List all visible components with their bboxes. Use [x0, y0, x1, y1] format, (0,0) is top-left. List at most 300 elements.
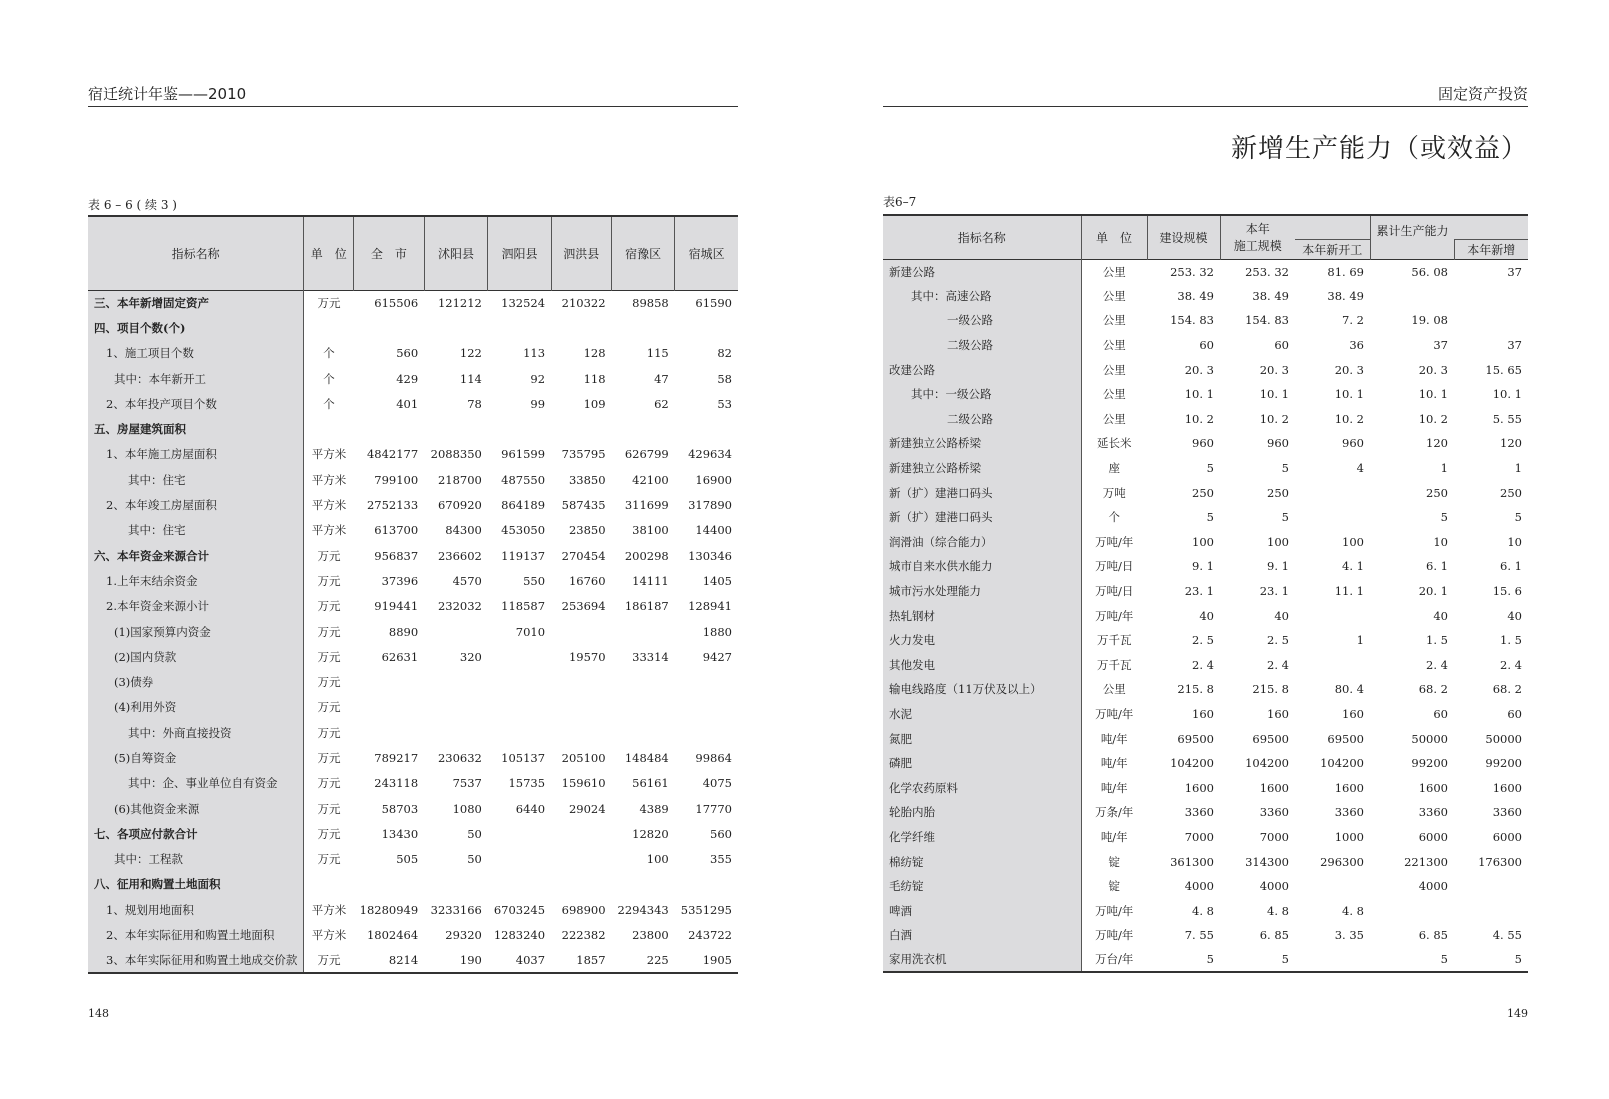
row-value: 62 [654, 396, 669, 411]
row-value: 100 [1267, 534, 1289, 549]
row-value: 14111 [632, 573, 669, 588]
row-value [1295, 874, 1370, 899]
row-value [488, 872, 551, 897]
row-value: 2. 5 [1192, 633, 1214, 648]
row-value [612, 315, 675, 340]
row-value: 29024 [568, 801, 606, 816]
table-row [88, 467, 738, 492]
header-sucheng: 宿城区 [675, 216, 738, 290]
row-value: 89858 [632, 295, 669, 310]
row-value: 560 [710, 826, 732, 841]
row-unit: 万元 [317, 826, 341, 841]
row-indicator-name: (1)国家预算内资金 [88, 619, 304, 644]
row-unit [304, 872, 354, 897]
row-value: 698900 [561, 902, 606, 917]
row-indicator-name: 其他发电 [883, 653, 1081, 678]
row-value: 13430 [381, 826, 419, 841]
row-value [488, 847, 551, 872]
row-value: 361300 [1170, 854, 1214, 869]
row-unit: 万吨 [1102, 485, 1126, 500]
row-unit: 万元 [317, 675, 341, 690]
table-row [883, 653, 1528, 678]
table-row [88, 720, 738, 745]
row-value: 550 [523, 573, 546, 588]
row-value: 10. 1 [1259, 387, 1289, 402]
header-spacer-2 [1370, 239, 1454, 259]
row-value: 38100 [632, 523, 669, 538]
table-row [883, 382, 1528, 407]
row-value: 5 [1206, 510, 1214, 525]
row-value: 33314 [632, 649, 669, 664]
row-value: 56161 [632, 776, 669, 791]
row-indicator-name: 棉纺锭 [883, 849, 1081, 874]
row-value: 113 [523, 346, 546, 361]
row-indicator-name: 2、本年实际征用和购置土地面积 [88, 922, 304, 947]
row-value: 6440 [515, 801, 546, 816]
page-title: 新增生产能力（或效益） [1230, 134, 1528, 164]
row-indicator-name: 其中：企、事业单位自有资金 [88, 771, 304, 796]
row-value: 160 [1267, 706, 1289, 721]
row-value: 960 [1267, 436, 1289, 451]
row-value: 222382 [561, 928, 606, 943]
row-value [551, 695, 611, 720]
row-unit: 个 [323, 396, 335, 411]
row-value: 230632 [437, 750, 482, 765]
row-unit: 吨/年 [1100, 731, 1128, 746]
row-value: 50000 [1411, 731, 1448, 746]
row-value: 5 [1206, 461, 1214, 476]
table-row [88, 796, 738, 821]
header-new-start: 本年新开工 [1295, 239, 1370, 259]
row-value: 159610 [561, 776, 606, 791]
row-indicator-name: 润滑油（综合能力） [883, 530, 1081, 555]
row-indicator-name: 毛纺锭 [883, 874, 1081, 899]
table-row [88, 416, 738, 441]
table-row [88, 745, 738, 770]
row-value: 47 [654, 371, 669, 386]
table-row [883, 530, 1528, 555]
row-value: 4. 1 [1342, 559, 1364, 574]
row-value: 487550 [501, 472, 546, 487]
table-row [88, 847, 738, 872]
header-current-scale-line2: 施工规模 [1233, 239, 1282, 254]
row-indicator-name: 磷肥 [883, 751, 1081, 776]
row-value: 69500 [1177, 731, 1214, 746]
row-value [424, 695, 488, 720]
row-value: 225 [646, 952, 669, 967]
row-unit: 万元 [317, 801, 341, 816]
table-row [883, 849, 1528, 874]
row-value: 1000 [1334, 829, 1364, 844]
row-value: 5351295 [680, 902, 732, 917]
row-value [424, 315, 488, 340]
row-value [424, 872, 488, 897]
row-unit: 平方米 [311, 902, 347, 917]
row-indicator-name: 轮胎内胎 [883, 800, 1081, 825]
row-value: 2294343 [617, 902, 669, 917]
row-value: 37 [1507, 264, 1522, 279]
row-indicator-name: (2)国内贷款 [88, 644, 304, 669]
row-value: 453050 [501, 523, 546, 538]
row-indicator-name: 2、本年投产项目个数 [88, 391, 304, 416]
row-unit: 万吨/日 [1095, 559, 1134, 574]
row-value: 243118 [374, 776, 419, 791]
row-unit: 万元 [317, 548, 341, 563]
row-unit: 万元 [317, 624, 341, 639]
row-value: 1600 [1492, 780, 1522, 795]
row-value: 10. 1 [1418, 387, 1448, 402]
row-value: 2. 4 [1426, 657, 1448, 672]
row-unit: 万吨/年 [1095, 903, 1134, 918]
header-spacer [1295, 215, 1370, 239]
table-row [88, 922, 738, 947]
row-value: 5 [1281, 461, 1289, 476]
row-value [488, 669, 551, 694]
header-new-added: 本年新增 [1454, 239, 1528, 259]
row-indicator-name: 2.本年资金来源小计 [88, 594, 304, 619]
row-indicator-name: 输电线路度（11万伏及以上） [883, 677, 1081, 702]
row-value: 218700 [437, 472, 482, 487]
row-value: 9. 1 [1192, 559, 1214, 574]
row-indicator-name: 其中：工程款 [88, 847, 304, 872]
table-row [883, 628, 1528, 653]
table-row [883, 333, 1528, 358]
row-value [488, 720, 551, 745]
table-row [88, 644, 738, 669]
row-value: 5 [1514, 510, 1522, 525]
row-value: 615506 [374, 295, 419, 310]
row-unit: 万吨/年 [1095, 928, 1134, 943]
row-indicator-name: 一级公路 [883, 308, 1081, 333]
row-value: 670920 [437, 498, 482, 513]
row-value: 205100 [561, 750, 606, 765]
row-unit: 平方米 [311, 498, 347, 513]
row-unit: 万吨/年 [1095, 534, 1134, 549]
row-unit: 个 [1108, 510, 1120, 525]
row-value: 320 [459, 649, 482, 664]
row-value: 1 [1514, 461, 1522, 476]
row-value: 210322 [561, 295, 606, 310]
row-unit: 平方米 [311, 447, 347, 462]
right-table-body [883, 259, 1528, 972]
table-row [88, 366, 738, 391]
row-value: 130346 [688, 548, 732, 563]
row-value: 40 [1199, 608, 1214, 623]
table-row [883, 505, 1528, 530]
row-value: 40 [1433, 608, 1448, 623]
row-value: 6000 [1418, 829, 1448, 844]
row-value: 40 [1274, 608, 1289, 623]
table-row [88, 391, 738, 416]
row-indicator-name: 其中：高速公路 [883, 284, 1081, 309]
row-value [1454, 308, 1528, 333]
row-value: 190 [459, 952, 482, 967]
row-value [354, 695, 425, 720]
row-value [675, 669, 738, 694]
row-value [1370, 284, 1454, 309]
row-value: 6703245 [493, 902, 546, 917]
row-indicator-name: 1、规划用地面积 [88, 897, 304, 922]
row-indicator-name: (6)其他资金来源 [88, 796, 304, 821]
row-indicator-name: 城市污水处理能力 [883, 579, 1081, 604]
table-row [883, 702, 1528, 727]
row-value: 1600 [1418, 780, 1448, 795]
row-indicator-name: 化学纤维 [883, 825, 1081, 850]
left-page-number: 148 [88, 1007, 109, 1020]
table-row [883, 431, 1528, 456]
row-value [675, 315, 738, 340]
row-value: 735795 [561, 447, 606, 462]
row-value: 17770 [695, 801, 732, 816]
row-unit: 个 [323, 371, 335, 386]
row-unit: 平方米 [311, 472, 347, 487]
row-value: 6. 1 [1426, 559, 1448, 574]
row-value: 1405 [702, 573, 732, 588]
row-value [612, 619, 675, 644]
row-value: 60 [1274, 338, 1289, 353]
right-running-head: 固定资产投资 [883, 84, 1528, 107]
header-current-scale [1220, 215, 1295, 259]
row-value: 128 [583, 346, 606, 361]
row-value [354, 315, 425, 340]
row-value: 132524 [501, 295, 546, 310]
row-value: 115 [646, 346, 669, 361]
row-value: 2752133 [366, 498, 419, 513]
row-indicator-name: 三、本年新增固定资产 [88, 290, 304, 315]
row-indicator-name: 家用洗衣机 [883, 948, 1081, 973]
row-value [1454, 284, 1528, 309]
row-value: 4075 [702, 776, 732, 791]
row-value: 36 [1349, 338, 1364, 353]
row-value: 10. 2 [1259, 411, 1289, 426]
row-value [675, 720, 738, 745]
row-value: 215. 8 [1252, 682, 1289, 697]
row-value: 6000 [1492, 829, 1522, 844]
table-row [88, 771, 738, 796]
row-indicator-name: (3)债券 [88, 669, 304, 694]
row-value: 253. 32 [1170, 264, 1214, 279]
row-indicator-name: 四、项目个数(个) [88, 315, 304, 340]
row-value: 23800 [632, 928, 669, 943]
row-unit: 万元 [317, 295, 341, 310]
row-value [551, 821, 611, 846]
row-unit: 万吨/年 [1095, 608, 1134, 623]
row-value [488, 644, 551, 669]
row-value: 232032 [437, 599, 482, 614]
row-value: 5 [1440, 510, 1448, 525]
row-value: 100 [1342, 534, 1364, 549]
row-indicator-name: 1、本年施工房屋面积 [88, 442, 304, 467]
table-row [88, 568, 738, 593]
row-value: 29320 [445, 928, 482, 943]
row-unit: 座 [1108, 461, 1120, 476]
table-row [88, 872, 738, 897]
left-table [88, 215, 738, 974]
right-page-number: 149 [1507, 1007, 1528, 1020]
row-indicator-name: 新建独立公路桥梁 [883, 431, 1081, 456]
row-value: 429 [396, 371, 419, 386]
row-value: 20. 3 [1184, 362, 1214, 377]
row-value: 7. 2 [1342, 313, 1364, 328]
header-indicator-name: 指标名称 [883, 215, 1081, 259]
table-row [883, 554, 1528, 579]
row-indicator-name: 2、本年竣工房屋面积 [88, 492, 304, 517]
row-value: 50 [467, 852, 482, 867]
row-value: 119137 [501, 548, 546, 563]
row-value: 4842177 [366, 447, 419, 462]
header-current-scale-line1: 本年 [1245, 222, 1270, 237]
table-row [88, 948, 738, 973]
row-value: 560 [396, 346, 419, 361]
row-unit: 万千瓦 [1097, 633, 1132, 648]
table-row [883, 456, 1528, 481]
row-value: 4000 [1259, 879, 1289, 894]
row-value: 128941 [688, 599, 732, 614]
row-unit: 万元 [317, 750, 341, 765]
row-value [424, 416, 488, 441]
row-unit: 个 [323, 346, 335, 361]
table-row [883, 603, 1528, 628]
row-value: 236602 [437, 548, 482, 563]
row-indicator-name: 其中：本年新开工 [88, 366, 304, 391]
row-value [612, 416, 675, 441]
row-value: 3360 [1184, 805, 1214, 820]
row-value [354, 416, 425, 441]
row-value: 186187 [624, 599, 669, 614]
row-indicator-name: 啤酒 [883, 898, 1081, 923]
row-value [551, 720, 611, 745]
row-value: 4. 8 [1342, 903, 1364, 918]
table-row [883, 775, 1528, 800]
row-value [612, 669, 675, 694]
row-value: 3360 [1259, 805, 1289, 820]
row-value: 9427 [702, 649, 732, 664]
row-value: 69500 [1252, 731, 1289, 746]
row-unit: 万台/年 [1095, 952, 1134, 967]
row-value: 1880 [702, 624, 732, 639]
row-indicator-name: 1.上年末结余资金 [88, 568, 304, 593]
row-value: 99 [530, 396, 546, 411]
row-value: 7010 [515, 624, 546, 639]
row-value: 1 [1356, 633, 1364, 648]
header-unit: 单 位 [304, 216, 354, 290]
row-value [354, 720, 425, 745]
row-value: 99864 [695, 750, 732, 765]
row-indicator-name: 水泥 [883, 702, 1081, 727]
row-value: 4. 8 [1267, 903, 1289, 918]
row-unit: 吨/年 [1100, 829, 1128, 844]
header-whole-city: 全 市 [354, 216, 425, 290]
row-value: 8890 [388, 624, 419, 639]
row-unit: 万元 [317, 599, 341, 614]
row-value: 104200 [1320, 756, 1364, 771]
table-row [883, 284, 1528, 309]
table-row [883, 948, 1528, 973]
row-value: 10. 2 [1334, 411, 1364, 426]
row-value: 99200 [1411, 756, 1448, 771]
row-unit: 万元 [317, 952, 341, 967]
table-row [883, 407, 1528, 432]
row-value: 221300 [1404, 854, 1448, 869]
row-value [675, 872, 738, 897]
row-value: 10. 1 [1334, 387, 1364, 402]
row-value: 429634 [688, 447, 732, 462]
row-value: 10. 1 [1184, 387, 1214, 402]
row-value: 253. 32 [1245, 264, 1289, 279]
row-indicator-name: 七、各项应付款合计 [88, 821, 304, 846]
row-value: 5 [1281, 952, 1289, 967]
row-value: 20. 1 [1418, 584, 1448, 599]
row-value: 50000 [1485, 731, 1522, 746]
row-value [1454, 874, 1528, 899]
row-value: 3360 [1492, 805, 1522, 820]
row-indicator-name: 改建公路 [883, 357, 1081, 382]
row-value: 314300 [1245, 854, 1289, 869]
table-row [883, 825, 1528, 850]
row-value [424, 669, 488, 694]
row-unit: 公里 [1102, 387, 1126, 402]
row-indicator-name: 其中：住宅 [88, 518, 304, 543]
row-value: 1905 [702, 952, 732, 967]
row-value: 505 [396, 852, 419, 867]
table-row [883, 751, 1528, 776]
row-value: 16900 [695, 472, 732, 487]
row-value: 215. 8 [1177, 682, 1214, 697]
row-value [612, 720, 675, 745]
row-value [1454, 898, 1528, 923]
row-value: 4. 55 [1492, 928, 1522, 943]
row-value: 270454 [561, 548, 606, 563]
row-value [1295, 653, 1370, 678]
row-value: 80. 4 [1334, 682, 1364, 697]
table-row [88, 821, 738, 846]
row-value: 82 [717, 346, 732, 361]
row-value: 160 [1192, 706, 1214, 721]
row-value: 4037 [515, 952, 546, 967]
row-value: 961599 [501, 447, 546, 462]
table-row [88, 492, 738, 517]
row-value [488, 695, 551, 720]
row-value: 120 [1426, 436, 1448, 451]
row-value: 4570 [452, 573, 482, 588]
row-value: 11. 1 [1334, 584, 1364, 599]
header-shuyang: 沭阳县 [424, 216, 488, 290]
row-unit [304, 416, 354, 441]
table-row [883, 923, 1528, 948]
row-value: 105137 [501, 750, 546, 765]
row-value: 2. 4 [1267, 657, 1289, 672]
row-value: 62631 [381, 649, 419, 664]
table-row [88, 315, 738, 340]
table-row [883, 726, 1528, 751]
row-value [551, 416, 611, 441]
row-value: 253694 [561, 599, 606, 614]
row-value: 9. 1 [1267, 559, 1289, 574]
row-indicator-name: 新（扩）建港口码头 [883, 505, 1081, 530]
row-value: 5 [1281, 510, 1289, 525]
row-value [1295, 505, 1370, 530]
row-value: 33850 [568, 472, 606, 487]
row-value: 154. 83 [1170, 313, 1214, 328]
left-running-head: 宿迁统计年鉴——2010 [88, 84, 738, 107]
header-suyu: 宿豫区 [612, 216, 675, 290]
row-value [612, 695, 675, 720]
header-build-scale: 建设规模 [1147, 215, 1220, 259]
right-table [883, 214, 1528, 973]
right-table-label: 表6–7 [883, 195, 917, 209]
row-unit [304, 315, 354, 340]
row-unit: 万元 [317, 776, 341, 791]
